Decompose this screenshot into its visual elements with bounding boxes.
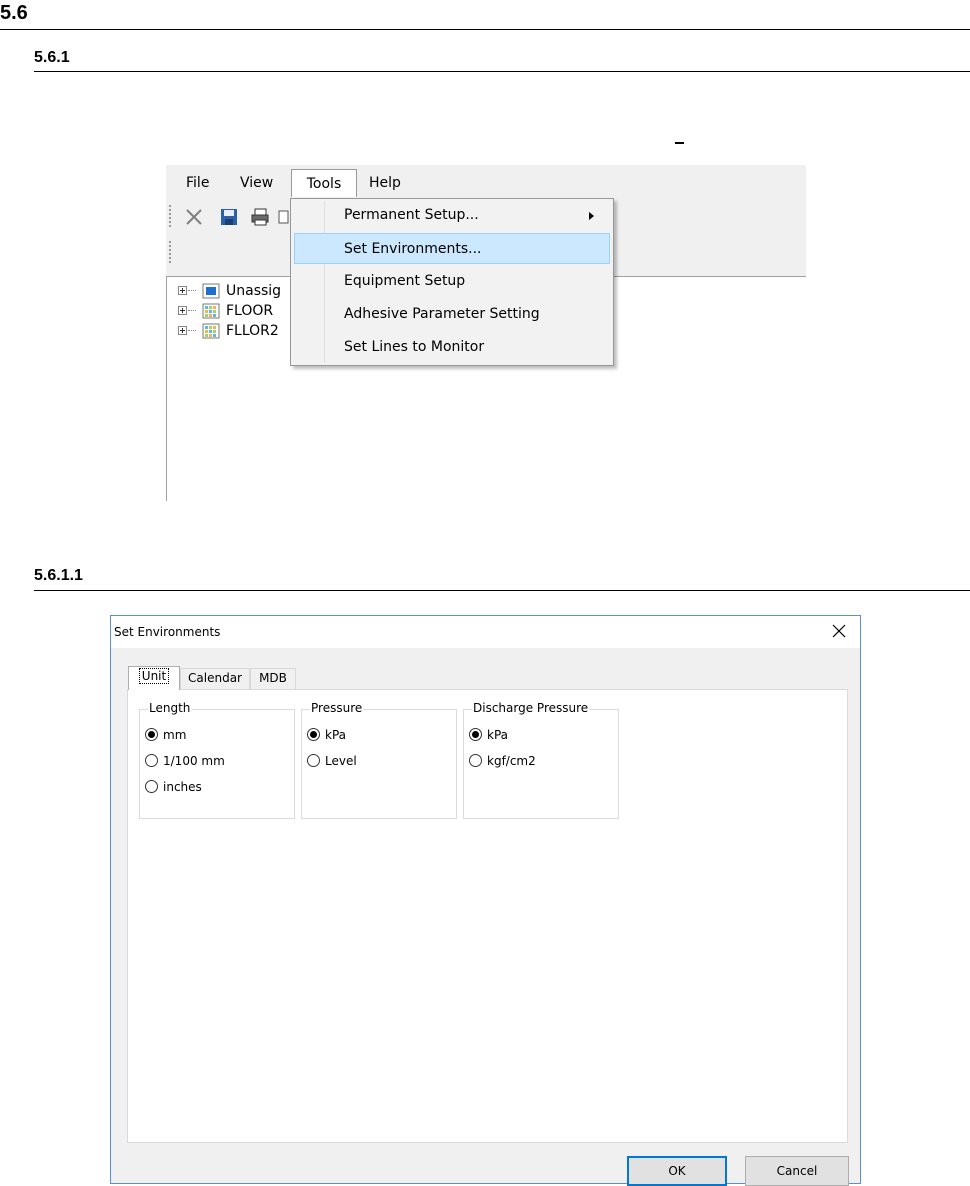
tab-calendar[interactable]: Calendar xyxy=(180,668,250,689)
tree-node-label: Unassig xyxy=(226,283,282,299)
toolbar-grip[interactable] xyxy=(169,241,173,263)
expand-icon[interactable] xyxy=(178,306,187,315)
pressure-group: Pressure kPa Level xyxy=(301,709,457,819)
expand-icon[interactable] xyxy=(178,326,187,335)
submenu-arrow-icon xyxy=(589,212,594,220)
app-screenshot xyxy=(166,165,806,501)
floor-node-icon xyxy=(202,323,220,339)
tab-unit[interactable]: Unit xyxy=(128,666,180,690)
delete-icon[interactable] xyxy=(184,207,204,227)
preview-icon[interactable] xyxy=(277,207,289,227)
set-environments-dialog xyxy=(110,615,861,1184)
heading-rule xyxy=(34,590,970,591)
underscore-mark xyxy=(675,142,684,144)
tree-border xyxy=(166,277,167,501)
dialog-title: Set Environments xyxy=(114,625,221,639)
heading-rule xyxy=(0,29,970,30)
menu-tools[interactable]: Tools xyxy=(291,169,357,197)
menu-help[interactable]: Help xyxy=(369,175,401,191)
cancel-button[interactable]: Cancel xyxy=(745,1156,849,1186)
close-icon[interactable] xyxy=(832,624,846,638)
ok-button[interactable]: OK xyxy=(627,1156,727,1186)
length-group: Length mm 1/100 mm inches xyxy=(139,709,295,819)
toolbar-grip[interactable] xyxy=(169,205,173,227)
menu-item-set-environments[interactable]: Set Environments... xyxy=(294,233,610,264)
tab-mdb[interactable]: MDB xyxy=(250,668,296,689)
tools-dropdown-menu xyxy=(290,198,614,366)
section-heading-5-6-1: 5.6.1 xyxy=(34,49,70,66)
section-heading-5-6: 5.6 xyxy=(0,2,28,24)
discharge-pressure-group: Discharge Pressure kPa kgf/cm2 xyxy=(463,709,619,819)
length-group-title: Length xyxy=(149,701,191,715)
pressure-group-title: Pressure xyxy=(311,701,363,715)
menu-item-permanent-setup[interactable]: Permanent Setup... xyxy=(294,200,610,231)
menu-file[interactable]: File xyxy=(186,175,210,191)
menu-item-set-lines-to-monitor[interactable]: Set Lines to Monitor xyxy=(344,339,485,355)
menu-bar xyxy=(166,165,806,199)
discharge-pressure-group-title: Discharge Pressure xyxy=(473,701,589,715)
print-icon[interactable] xyxy=(250,207,270,227)
expand-icon[interactable] xyxy=(178,286,187,295)
menu-view[interactable]: View xyxy=(240,175,274,191)
section-heading-5-6-1-1: 5.6.1.1 xyxy=(34,567,83,584)
tree-node-label: FLOOR xyxy=(226,303,274,319)
tree-node-label: FLLOR2 xyxy=(226,323,279,339)
unit-tab-panel xyxy=(127,689,848,1143)
heading-rule xyxy=(34,71,970,72)
menu-item-adhesive-parameter-setting[interactable]: Adhesive Parameter Setting xyxy=(344,306,540,322)
save-icon[interactable] xyxy=(219,207,239,227)
dialog-titlebar[interactable] xyxy=(111,616,860,648)
menu-item-equipment-setup[interactable]: Equipment Setup xyxy=(344,273,466,289)
floor-node-icon xyxy=(202,303,220,319)
unassigned-node-icon xyxy=(202,283,220,299)
